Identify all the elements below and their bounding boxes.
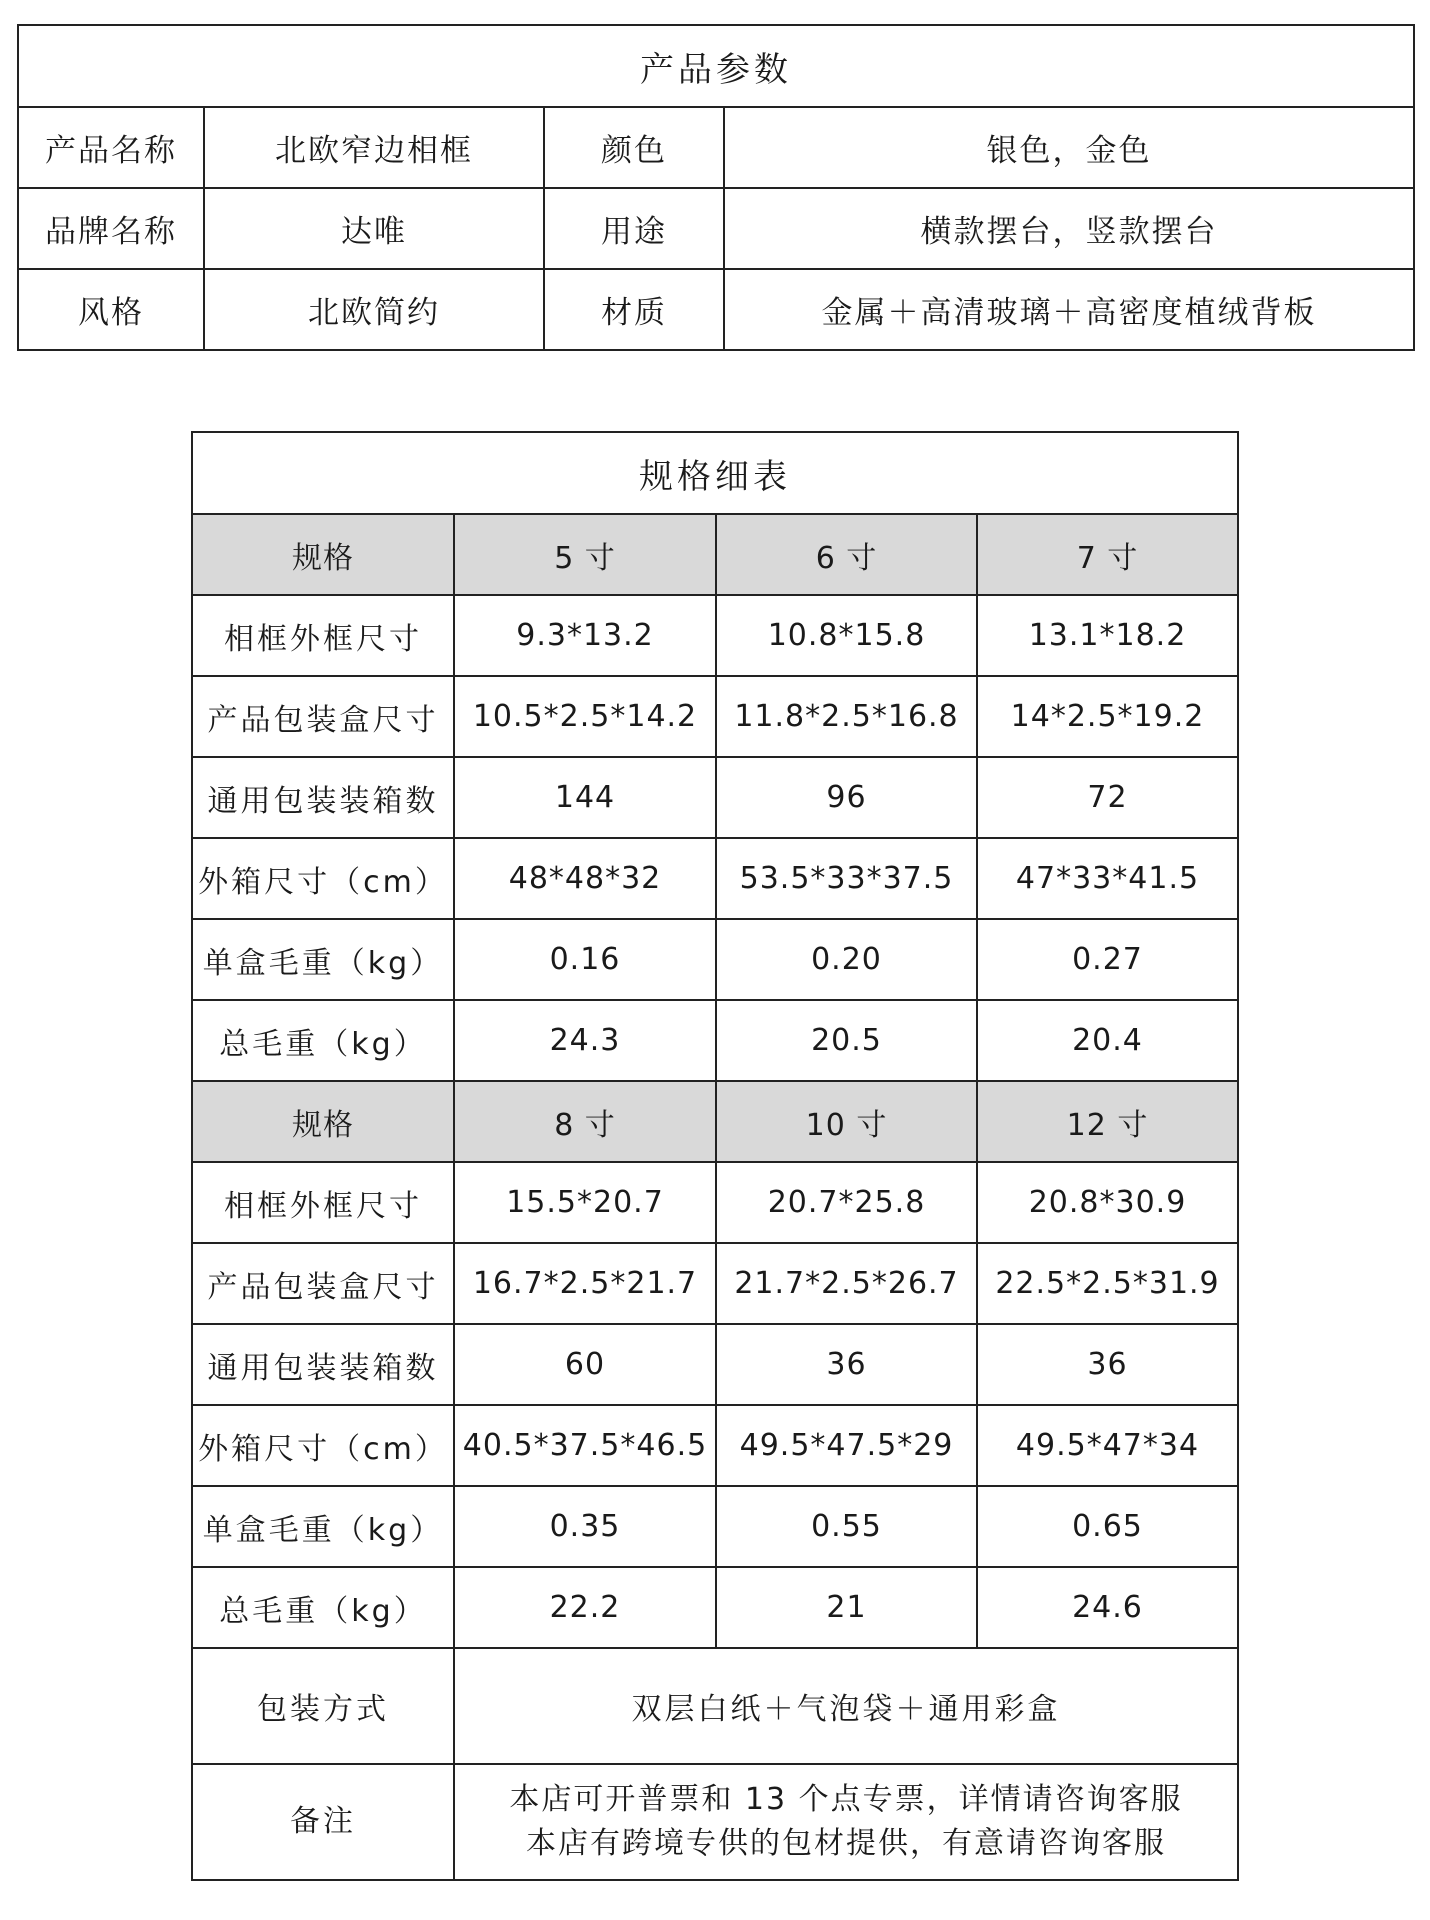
spec-label: 总毛重（kg） bbox=[192, 1000, 454, 1081]
note-row bbox=[192, 1764, 1238, 1880]
note-line: 本店可开普票和 13 个点专票，详情请咨询客服 bbox=[509, 1782, 1183, 1817]
spec-value: 21 bbox=[716, 1567, 977, 1648]
spec-label: 产品包装盒尺寸 bbox=[192, 676, 454, 757]
spec-value: 72 bbox=[977, 757, 1238, 838]
spec-value: 11.8*2.5*16.8 bbox=[716, 676, 977, 757]
spec-value: 13.1*18.2 bbox=[977, 595, 1238, 676]
spec-value: 0.35 bbox=[454, 1486, 716, 1567]
spec-label: 外箱尺寸（cm） bbox=[192, 838, 454, 919]
note-value bbox=[454, 1764, 1238, 1880]
params-title-row bbox=[18, 25, 1414, 107]
spec-value: 49.5*47*34 bbox=[977, 1405, 1238, 1486]
spec-value: 49.5*47.5*29 bbox=[716, 1405, 977, 1486]
spec-value: 15.5*20.7 bbox=[454, 1162, 716, 1243]
spec-row bbox=[192, 1162, 1238, 1243]
spec-header-row bbox=[192, 1081, 1238, 1162]
specs-title: 规格细表 bbox=[192, 432, 1238, 514]
spec-value: 10.5*2.5*14.2 bbox=[454, 676, 716, 757]
spec-value: 24.6 bbox=[977, 1567, 1238, 1648]
param-label: 风格 bbox=[18, 269, 204, 350]
spec-row bbox=[192, 1486, 1238, 1567]
spec-value: 0.65 bbox=[977, 1486, 1238, 1567]
spec-label: 相框外框尺寸 bbox=[192, 595, 454, 676]
spec-value: 47*33*41.5 bbox=[977, 838, 1238, 919]
spec-value: 20.8*30.9 bbox=[977, 1162, 1238, 1243]
packaging-value: 双层白纸＋气泡袋＋通用彩盒 bbox=[454, 1648, 1238, 1764]
param-label: 品牌名称 bbox=[18, 188, 204, 269]
spec-value: 40.5*37.5*46.5 bbox=[454, 1405, 716, 1486]
param-value: 达唯 bbox=[204, 188, 544, 269]
note-label: 备注 bbox=[192, 1764, 454, 1880]
spec-label: 单盒毛重（kg） bbox=[192, 919, 454, 1000]
spec-value: 0.55 bbox=[716, 1486, 977, 1567]
spec-row bbox=[192, 757, 1238, 838]
spec-value: 20.5 bbox=[716, 1000, 977, 1081]
spec-value: 16.7*2.5*21.7 bbox=[454, 1243, 716, 1324]
param-label: 产品名称 bbox=[18, 107, 204, 188]
spec-row bbox=[192, 919, 1238, 1000]
spec-value: 48*48*32 bbox=[454, 838, 716, 919]
spec-label: 相框外框尺寸 bbox=[192, 1162, 454, 1243]
spec-row bbox=[192, 1567, 1238, 1648]
param-value: 银色，金色 bbox=[724, 107, 1414, 188]
packaging-label: 包装方式 bbox=[192, 1648, 454, 1764]
spec-value: 144 bbox=[454, 757, 716, 838]
spec-header-cell: 5 寸 bbox=[454, 514, 716, 595]
spec-value: 53.5*33*37.5 bbox=[716, 838, 977, 919]
spec-label: 通用包装装箱数 bbox=[192, 1324, 454, 1405]
params-row bbox=[18, 269, 1414, 350]
spec-header-cell: 7 寸 bbox=[977, 514, 1238, 595]
spec-value: 36 bbox=[716, 1324, 977, 1405]
spec-value: 60 bbox=[454, 1324, 716, 1405]
spec-row bbox=[192, 1000, 1238, 1081]
spec-row bbox=[192, 595, 1238, 676]
param-value: 金属＋高清玻璃＋高密度植绒背板 bbox=[724, 269, 1414, 350]
spec-header-cell: 规格 bbox=[192, 514, 454, 595]
param-value: 北欧窄边相框 bbox=[204, 107, 544, 188]
params-title: 产品参数 bbox=[18, 25, 1414, 107]
params-row bbox=[18, 107, 1414, 188]
spec-row bbox=[192, 838, 1238, 919]
spec-label: 单盒毛重（kg） bbox=[192, 1486, 454, 1567]
param-label: 颜色 bbox=[544, 107, 724, 188]
param-label: 材质 bbox=[544, 269, 724, 350]
spec-value: 10.8*15.8 bbox=[716, 595, 977, 676]
spec-value: 14*2.5*19.2 bbox=[977, 676, 1238, 757]
spec-value: 9.3*13.2 bbox=[454, 595, 716, 676]
spec-value: 0.20 bbox=[716, 919, 977, 1000]
spec-row bbox=[192, 676, 1238, 757]
spec-label: 外箱尺寸（cm） bbox=[192, 1405, 454, 1486]
spec-value: 20.7*25.8 bbox=[716, 1162, 977, 1243]
product-params-table bbox=[17, 24, 1415, 351]
param-value: 横款摆台，竖款摆台 bbox=[724, 188, 1414, 269]
spec-value: 20.4 bbox=[977, 1000, 1238, 1081]
spec-row bbox=[192, 1405, 1238, 1486]
spec-value: 0.27 bbox=[977, 919, 1238, 1000]
spec-header-cell: 6 寸 bbox=[716, 514, 977, 595]
spec-value: 24.3 bbox=[454, 1000, 716, 1081]
spec-value: 21.7*2.5*26.7 bbox=[716, 1243, 977, 1324]
spec-label: 通用包装装箱数 bbox=[192, 757, 454, 838]
spec-label: 产品包装盒尺寸 bbox=[192, 1243, 454, 1324]
spec-value: 22.2 bbox=[454, 1567, 716, 1648]
spec-header-cell: 规格 bbox=[192, 1081, 454, 1162]
param-label: 用途 bbox=[544, 188, 724, 269]
spec-label: 总毛重（kg） bbox=[192, 1567, 454, 1648]
note-line: 本店有跨境专供的包材提供，有意请咨询客服 bbox=[526, 1826, 1166, 1861]
spec-header-cell: 10 寸 bbox=[716, 1081, 977, 1162]
spec-header-cell: 8 寸 bbox=[454, 1081, 716, 1162]
spec-header-row bbox=[192, 514, 1238, 595]
spec-value: 0.16 bbox=[454, 919, 716, 1000]
spec-row bbox=[192, 1243, 1238, 1324]
spec-value: 96 bbox=[716, 757, 977, 838]
specs-title-row bbox=[192, 432, 1238, 514]
params-row bbox=[18, 188, 1414, 269]
packaging-row bbox=[192, 1648, 1238, 1764]
spec-value: 22.5*2.5*31.9 bbox=[977, 1243, 1238, 1324]
spec-row bbox=[192, 1324, 1238, 1405]
param-value: 北欧简约 bbox=[204, 269, 544, 350]
spec-value: 36 bbox=[977, 1324, 1238, 1405]
spec-header-cell: 12 寸 bbox=[977, 1081, 1238, 1162]
spec-details-table bbox=[191, 431, 1239, 1881]
